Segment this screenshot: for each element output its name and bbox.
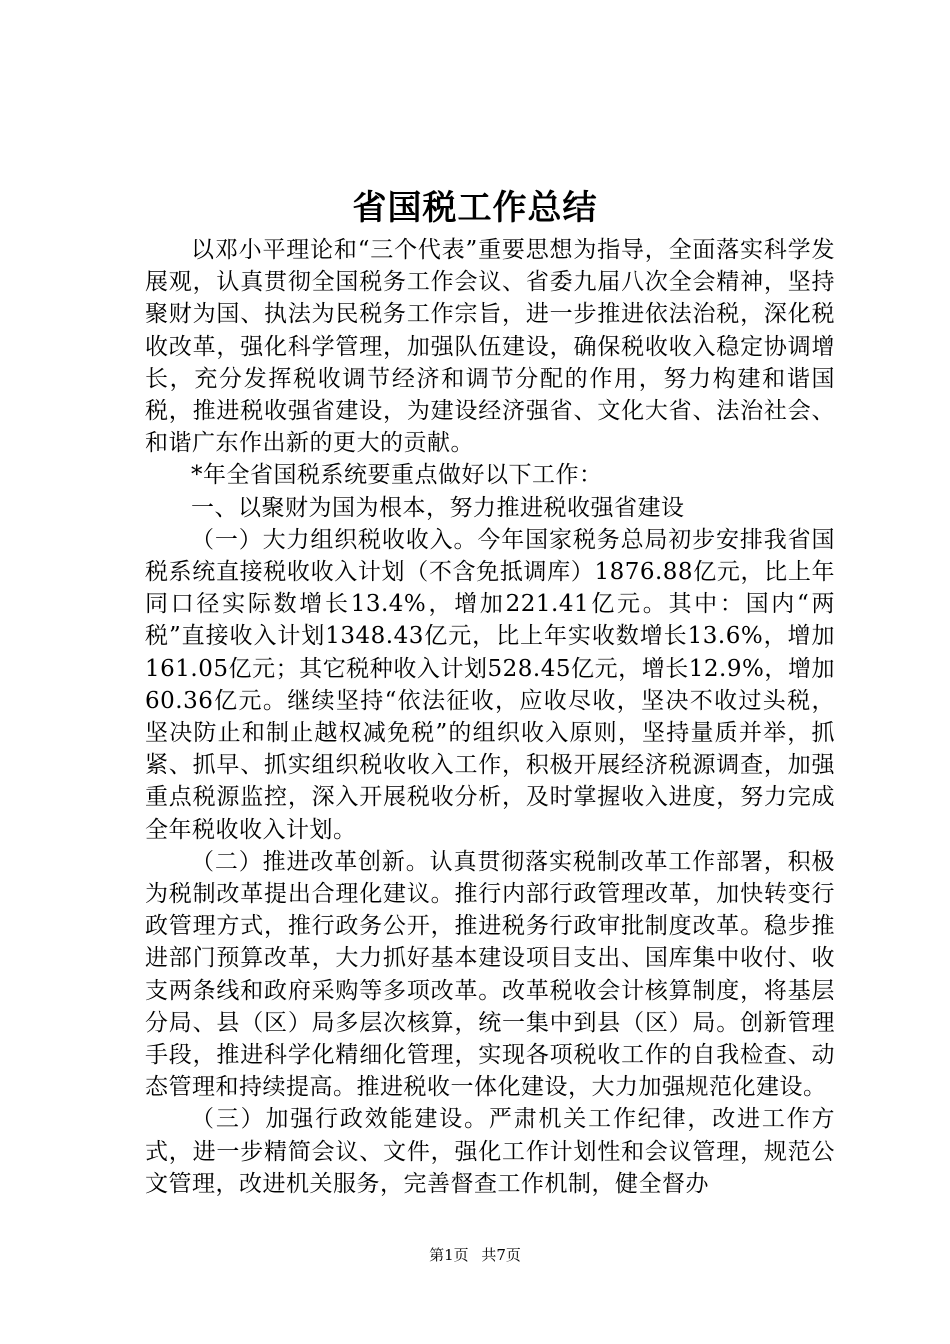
section-heading-1: 一、以聚财为国为根本，努力推进税收强省建设 <box>191 494 685 521</box>
paragraph-tasks-lead: *年全省国税系统要重点做好以下工作： <box>191 462 603 489</box>
page-total: 共7页 <box>481 1246 521 1264</box>
paragraph-intro: 以邓小平理论和“三个代表”重要思想为指导，全面落实科学发展观，认真贯彻全国税务工作会议、省委九届八次全会精神，坚持聚财为国、执法为民税务工作宗旨，进一步推进依法治税，深化税收改革，强化科学管理，加强队伍建设，确保税收收入稳定协调增长，充分发挥税收调节经济和调节分配的作用，努力构建和谐国税，推进税收强省建设，为建设经济强省、文化大省、法治社会、和谐广东作出新的更大的贡献。 <box>145 237 835 457</box>
document-body <box>145 234 835 1200</box>
paragraph-item-1: （一）大力组织税收收入。今年国家税务总局初步安排我省国税系统直接税收收入计划（不含免抵调库）1876.88亿元，比上年同口径实际数增长13.4%，增加221.41亿元。其中：国内“两税”直接收入计划1348.43亿元，比上年实收数增长13.6%，增加161.05亿元；其它税种收入计划528.45亿元，增长12.9%，增加60.36亿元。继续坚持“依法征收，应收尽收，坚决不收过头税，坚决防止和制止越权减免税”的组织收入原则，坚持量质并举，抓紧、抓早、抓实组织税收收入工作，积极开展经济税源调查，加强重点税源监控，深入开展税收分析，及时掌握收入进度，努力完成全年税收收入计划。 <box>145 526 835 843</box>
page-footer <box>0 1245 950 1265</box>
paragraph-item-2: （二）推进改革创新。认真贯彻落实税制改革工作部署，积极为税制改革提出合理化建议。推行内部行政管理改革，加快转变行政管理方式，推行政务公开，推进税务行政审批制度改革。稳步推进部门预算改革，大力抓好基本建设项目支出、国库集中收付、收支两条线和政府采购等多项改革。改革税收会计核算制度，将基层分局、县（区）局多层次核算，统一集中到县（区）局。创新管理手段，推进科学化精细化管理，实现各项税收工作的自我检查、动态管理和持续提高。推进税收一体化建设，大力加强规范化建设。 <box>145 848 835 1101</box>
paragraph-item-3: （三）加强行政效能建设。严肃机关工作纪律，改进工作方式，进一步精简会议、文件，强化工作计划性和会议管理，规范公文管理，改进机关服务，完善督查工作机制，健全督办 <box>145 1106 835 1197</box>
page-number: 第1页 <box>429 1246 469 1264</box>
document-title: 省国税工作总结 <box>352 188 598 228</box>
